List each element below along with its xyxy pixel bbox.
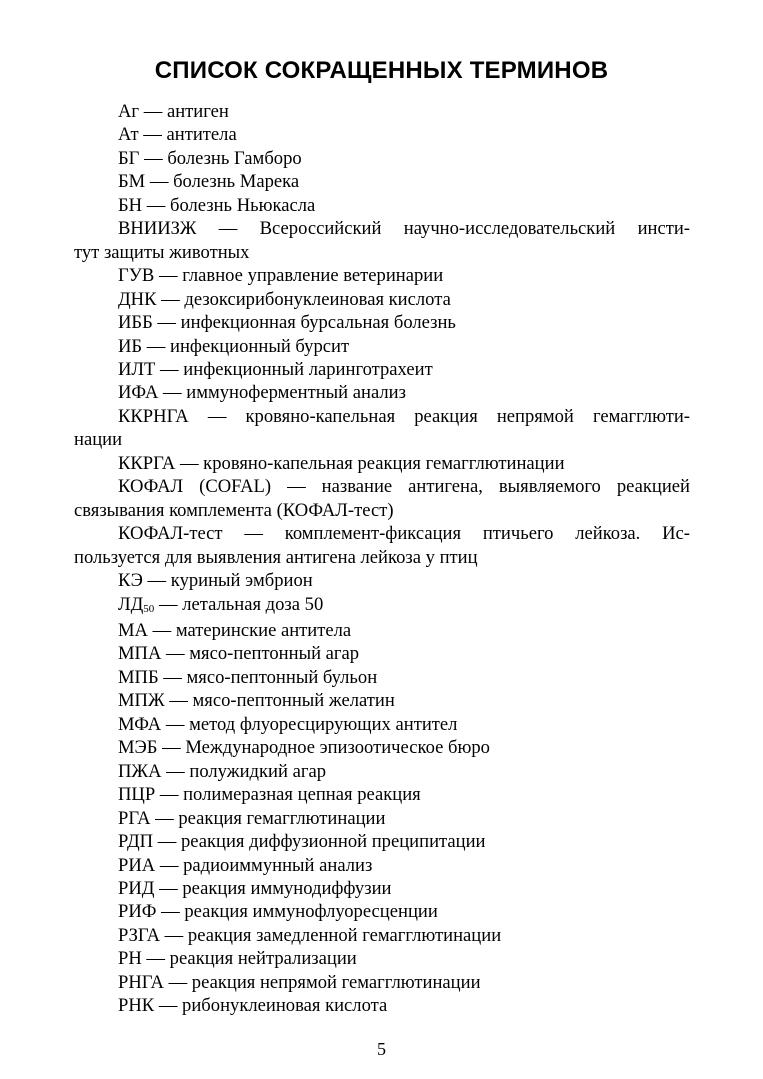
list-item: РИФ — реакция иммунофлуоресценции xyxy=(118,901,438,923)
abbreviation-list xyxy=(74,100,690,1018)
list-item: ИБ — инфекционный бурсит xyxy=(118,335,350,357)
list-item: РНК — рибонуклеиновая кислота xyxy=(118,995,388,1017)
list-item: ИЛТ — инфекционный ларинготрахеит xyxy=(118,358,433,380)
list-item: ИББ — инфекционная бурсальная болезнь xyxy=(118,312,456,334)
list-item: РЗГА — реакция замедленной гемагглютинации xyxy=(118,924,502,946)
list-item: ККРНГА — кровяно-капельная реакция непрямой гемагглюти- xyxy=(118,405,690,427)
list-item: Аг — антиген xyxy=(118,101,229,122)
list-item: ИФА — иммуноферментный анализ xyxy=(118,382,406,404)
list-item: Ат — антитела xyxy=(118,124,237,146)
list-item: РГА — реакция гемагглютинации xyxy=(118,807,386,829)
list-item-continuation: нации xyxy=(74,429,123,451)
list-item: ВНИИЗЖ — Всероссийский научно-исследовательский инсти- xyxy=(118,218,690,240)
list-item: КОФАЛ (COFAL) — название антигена, выявляемого реакцией xyxy=(118,476,690,498)
list-item: КЭ — куриный эмбрион xyxy=(118,570,313,592)
page-title: СПИСОК СОКРАЩЕННЫХ ТЕРМИНОВ xyxy=(154,57,609,84)
list-item: ДНК — дезоксирибонуклеиновая кислота xyxy=(118,288,451,310)
list-item: РИД — реакция иммунодиффузии xyxy=(118,877,392,899)
list-item-continuation: связывания комплемента (КОФАЛ-тест) xyxy=(74,499,394,521)
list-item: ККРГА — кровяно-капельная реакция гемагглютинации xyxy=(118,452,565,474)
list-item: БМ — болезнь Марека xyxy=(118,171,300,193)
list-item: МПБ — мясо-пептонный бульон xyxy=(118,666,378,688)
list-item: ПЦР — полимеразная цепная реакция xyxy=(118,784,421,806)
ld-abbreviation: ЛД xyxy=(118,593,144,615)
list-item-continuation: тут защиты животных xyxy=(74,241,250,263)
list-item: ГУВ — главное управление ветеринарии xyxy=(118,265,444,287)
list-item: РН — реакция нейтрализации xyxy=(118,948,357,970)
list-item: КОФАЛ-тест — комплемент-фиксация птичьего лейкоза. Ис- xyxy=(118,523,690,545)
ld-definition: — летальная доза 50 xyxy=(154,593,324,615)
list-item-ld50 xyxy=(74,593,690,619)
page-number: 5 xyxy=(377,1039,386,1059)
list-item: РНГА — реакция непрямой гемагглютинации xyxy=(118,971,481,993)
list-item: МПА — мясо-пептонный агар xyxy=(118,643,360,665)
list-item: ПЖА — полужидкий агар xyxy=(118,760,327,782)
ld-subscript: 50 xyxy=(143,602,155,615)
list-item: БН — болезнь Ньюкасла xyxy=(118,194,316,216)
list-item: РИА — радиоиммунный анализ xyxy=(118,854,373,876)
list-item-continuation: пользуется для выявления антигена лейкоза у птиц xyxy=(74,546,478,568)
list-item: МЭБ — Международное эпизоотическое бюро xyxy=(118,737,490,759)
list-item: МФА — метод флуоресцирующих антител xyxy=(118,713,458,735)
list-item: МПЖ — мясо-пептонный желатин xyxy=(118,690,395,712)
list-item: БГ — болезнь Гамборо xyxy=(118,147,302,169)
list-item: РДП — реакция диффузионной преципитации xyxy=(118,831,486,853)
list-item: МА — материнские антитела xyxy=(118,619,352,641)
